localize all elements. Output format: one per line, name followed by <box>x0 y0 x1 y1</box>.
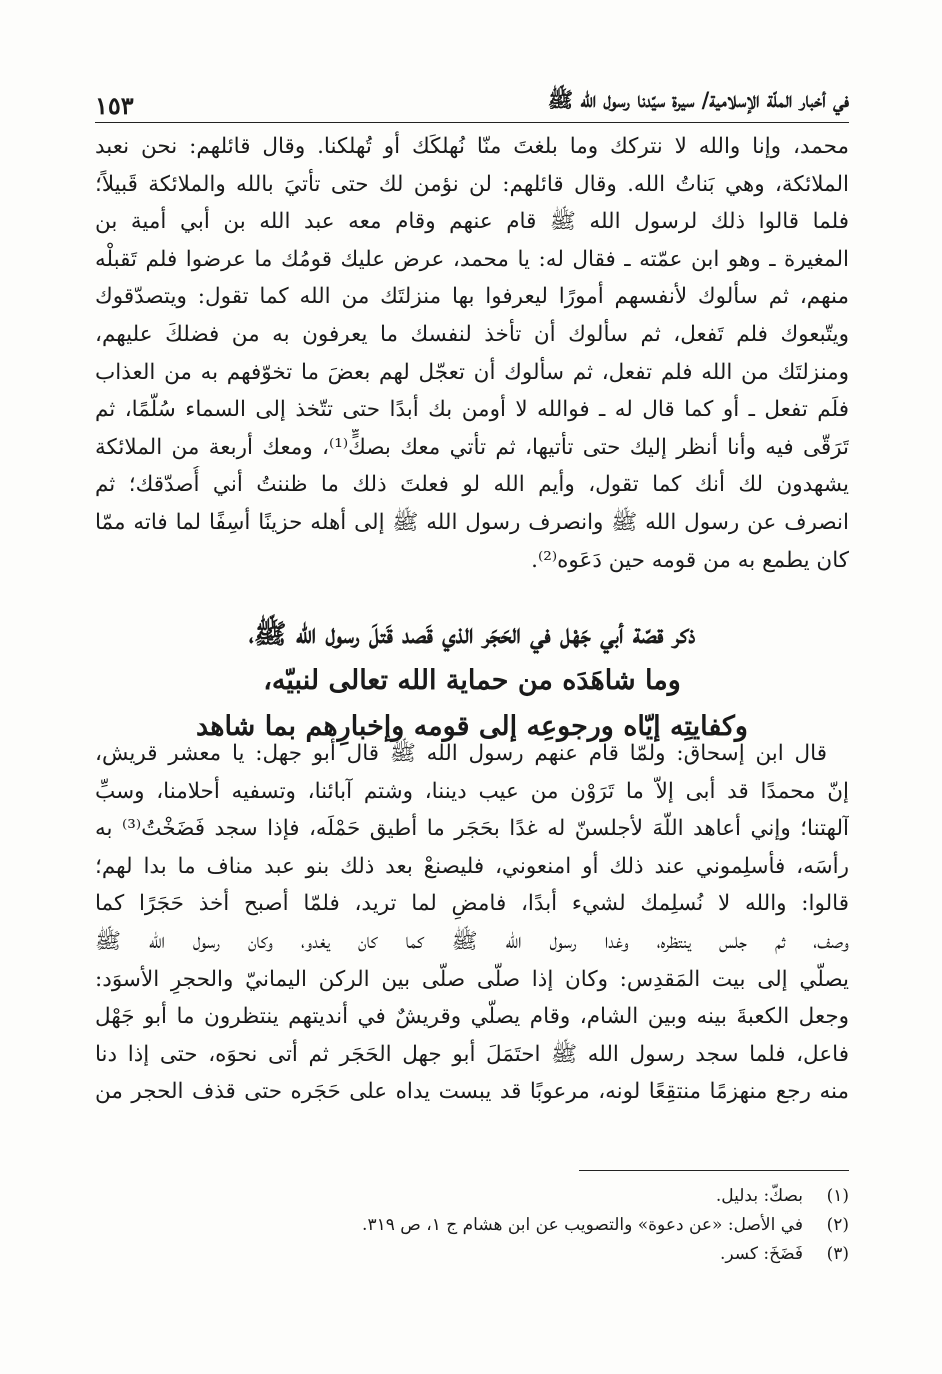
footnote <box>95 1182 849 1211</box>
footnote-number: (١) <box>826 1186 849 1206</box>
text-line: يشهدون لك أنك كما تقول، وأيم الله لو فعلتَ ذلك ما ظننتُ أني أُصدّقك؛ ثم <box>95 472 849 498</box>
heading-line: وكفايتِه إيّاه ورجوعِه إلى قومه وإخبارِهم بما شاهد <box>196 711 748 742</box>
text-line: انصرف عن رسول الله ﷺ وانصرف رسول الله ﷺ إلى أهله حزينًا أسِفًا لما فاته ممّا <box>95 509 849 535</box>
footnote-number: (٢) <box>826 1215 849 1235</box>
heading-line: ذكر قصّة أبي جَهْل في الحَجَر الذي قَصد قَتلَ رسول الله ﷺ، <box>248 619 696 650</box>
footnote-number: (٣) <box>826 1244 849 1264</box>
text-line: رأسَه، فأسلِموني عند ذلك أو امنعوني، فليصنعْ بعد ذلك بنو عبد مناف ما بدا لهم؛ <box>95 853 849 879</box>
text-line: إنّ محمدًا قد أبى إلاّ ما تَرَوْن من عيب ديننا، وشتم آبائنا، وتسفيه أحلامنا، وسبِّ <box>95 778 849 804</box>
text-line: ويتّبعوك فلم تَفعل، ثم سألوك أن تأخذ لنفسك ما يعرفون به من فضلكَ عليهم، <box>95 321 849 347</box>
footnote <box>95 1240 849 1269</box>
footnote-text: فَضَخَ: كسر. <box>719 1244 803 1264</box>
text-line: قال ابن إسحاق: ولمّا قام عنهم رسول الله ﷺ قال أبو جهل: يا معشر قريش، <box>95 741 827 766</box>
text-line: قالوا: والله لا نُسلِمك لشيء أبدًا، فامضِ لما تريد، فلمّا أصبح أخذ حَجَرًا كما <box>95 891 849 917</box>
running-title: في أخبار الملّة الإسلامية/ سيرة سيّدنا رسول الله ﷺ <box>547 87 849 112</box>
text-line: يصلّي إلى بيت المَقدِس: وكان إذا صلّى صلّى بين الركن اليمانيّ والحجرِ الأسوَد: <box>95 966 849 992</box>
footnote <box>95 1211 849 1240</box>
footnotes <box>95 1182 849 1269</box>
text-line: منهم، ثم سألوك لأنفسهم أمورًا ليعرفوا بها منزلتَك من الله كما تقول: ويتصدّقوك <box>95 284 849 310</box>
text-line: كان يطمع به من قومه حين دَعَوه⁽²⁾. <box>531 547 849 573</box>
text-line: فلما قالوا ذلك لرسول الله ﷺ قام عنهم وقام معه عبد الله بن أبي أمية بن <box>95 209 849 235</box>
heading-line: وما شاهَدَه من حماية الله تعالى لنبيّه، <box>263 665 681 696</box>
text-line: المغيرة ـ وهو ابن عمّته ـ فقال له: يا محمد، عرض عليك قومُك ما عرضوا فلم تَقبلْه <box>95 246 849 272</box>
text-line: منه رجع منهزمًا منتقِعًا لونه، مرعوبًا قد يبست يداه على حَجَره حتى قذف الحجر من <box>95 1079 849 1105</box>
paragraph-2 <box>95 735 849 1111</box>
text-line: تَرَقّى فيه وأنا أنظر إليك حتى تأتيها، ثم تأتي معك بصكٍّ⁽¹⁾، ومعك أربعة من الملائكة <box>95 434 849 460</box>
footnote-text: بصكّ: بدليل. <box>715 1186 803 1206</box>
running-header <box>95 84 849 123</box>
text-line: آلهتنا؛ وإني أعاهد اللّهَ لأجلسنّ له غدًا بحَجَر ما أطيق حَمْلَه، فإذا سجد فَضَخْتُ⁽³⁾ به <box>95 816 849 842</box>
text-line: فلَم تفعل ـ أو كما قال له ـ فوالله لا أومن بك أبدًا حتى تتّخذ إلى السماء سُلّمًا، ثم <box>95 397 849 423</box>
section-heading <box>95 612 849 750</box>
footnote-text: في الأصل: «عن دعوة» والتصويب عن ابن هشام ج ١، ص ٣١٩. <box>362 1215 803 1235</box>
page-number: ١٥٣ <box>95 91 134 120</box>
text-line: ومنزلتَك من الله فلم تفعل، ثم سألوك أن تعجّل لهم بعضَ ما تخوّفهم به من العذاب <box>95 359 849 385</box>
text-line: وجعل الكعبةَ بينه وبين الشام، وقام يصلّي وقريشٌ في أنديتهم ينتظرون ما أبو جَهْل <box>95 1004 849 1030</box>
text-line: وصف، ثم جلس ينتظره، وغدا رسول الله ﷺ كما كان يغدو، وكان رسول الله ﷺ <box>95 928 849 954</box>
footnote-divider <box>579 1170 849 1171</box>
text-line: فاعل، فلما سجد رسول الله ﷺ احتَمَلَ أبو جهل الحَجَر ثم أتى نحوَه، حتى إذا دنا <box>95 1041 849 1067</box>
paragraph-1 <box>95 128 849 579</box>
text-line: محمد، وإنا والله لا نتركك وما بلغتَ منّا نُهلكَك أو تُهلكنا. وقال قائلهم: نحن نعبد <box>95 134 849 159</box>
text-line: الملائكة، وهي بَناتُ الله. وقال قائلهم: لن نؤمن لك حتى تأتيَ بالله والملائكة قَبيلاً؛ <box>95 171 849 197</box>
